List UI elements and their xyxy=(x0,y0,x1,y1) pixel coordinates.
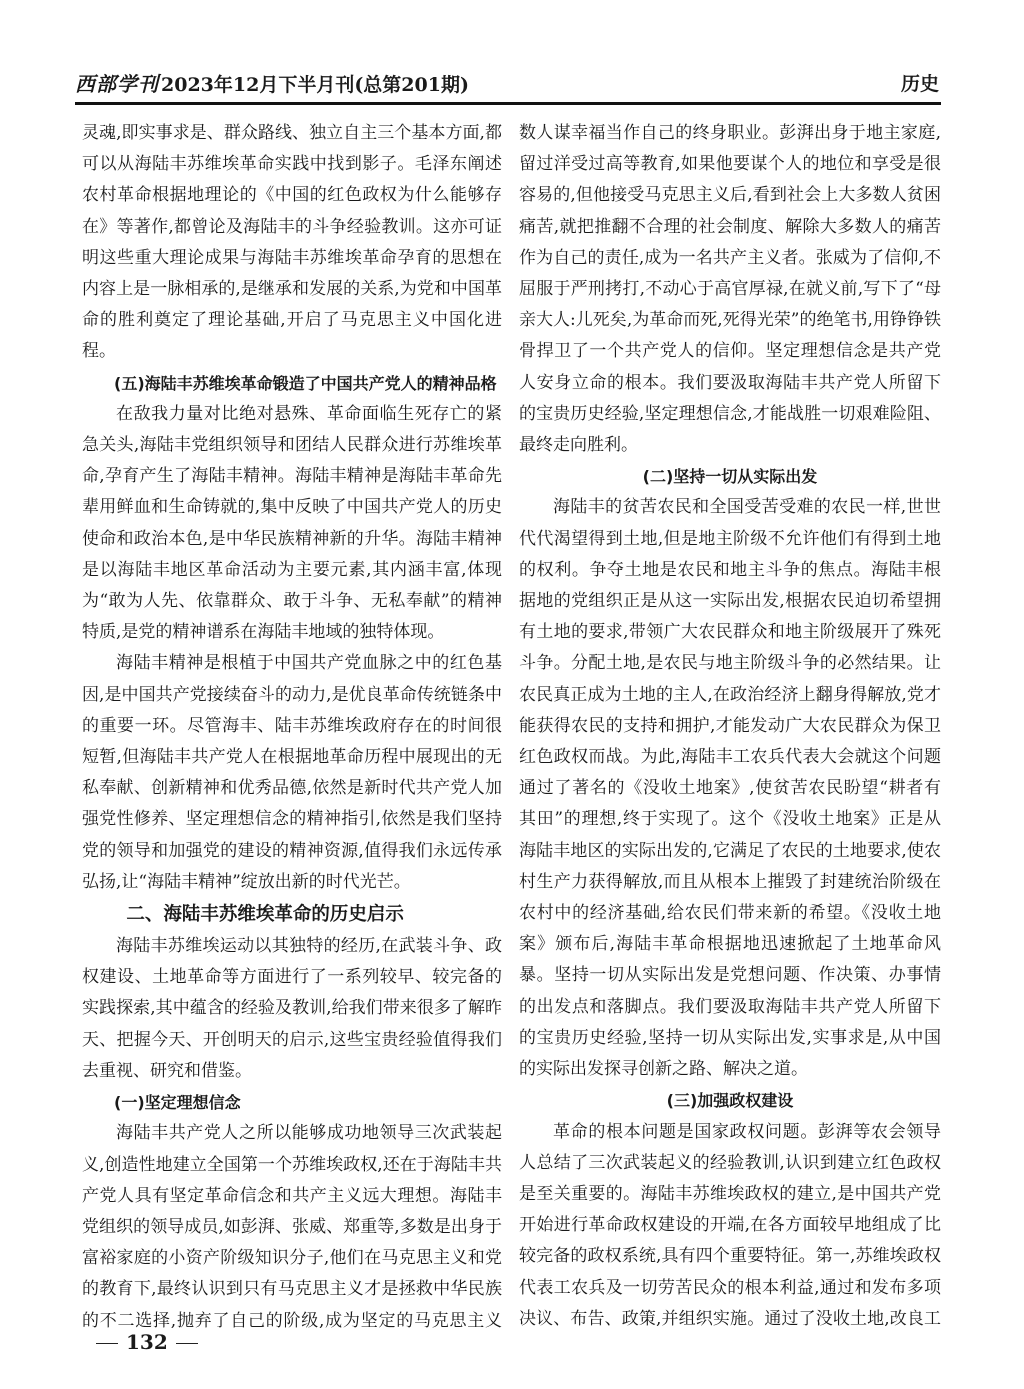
page-footer xyxy=(88,1330,206,1354)
paragraph: 海陆丰共产党人之所以能够成功地领导三次武装起义,创造性地建立全国第一个苏维埃政权,还在于海陆丰共产党人具有坚定革命信念和共产主义远大理想。海陆丰党组织的领导成员,如彭湃、张威、郑重等,多数是出身于富裕家庭的小资产阶级知识分子,他们在马克思主义和党的教育下,最终认识到只有马克思主义才是拯救中华民族的不二选择,抛弃了自己的阶级,成为坚定的马克思主义 xyxy=(82,1123,502,1328)
subsection-heading: (三)加强政权建设 xyxy=(666,1091,794,1111)
paragraph: 海陆丰精神是根植于中国共产党血脉之中的红色基因,是中国共产党接续奋斗的动力,是优良革命传统链条中的重要一环。尽管海丰、陆丰苏维埃政府存在的时间很短暂,但海陆丰共产党人在根据地革命历程中展现出的无私奉献、创新精神和优秀品德,依然是新时代共产党人加强党性修养、坚定理想信念的精神指引,依然是我们坚持党的领导和加强党的建设的精神资源,值得我们永远传承弘扬,让“海陆丰精神”绽放出新的时代光芒。 xyxy=(82,653,502,892)
left-column xyxy=(82,118,502,1328)
subsection-heading: (二)坚持一切从实际出发 xyxy=(642,467,818,487)
paragraph: 海陆丰的贫苦农民和全国受苦受难的农民一样,世世代代渴望得到土地,但是地主阶级不允许他们有得到土地的权利。争夺土地是农民和地主斗争的焦点。海陆丰根据地的党组织正是从这一实际出发,根据农民迫切希望拥有土地的要求,带领广大农民群众和地主阶级展开了殊死斗争。分配土地,是农民与地主阶级斗争的必然结果。让农民真正成为土地的主人,在政治经济上翻身得解放,党才能获得农民的支持和拥护,才能发动广大农民群众为保卫红色政权而战。为此,海陆丰工农兵代表大会就这个问题通过了著名的《没收土地案》,使贫苦农民盼望“耕者有其田”的理想,终于实现了。这个《没收土地案》正是从海陆丰地区的实际出发的,它满足了农民的土地要求,使农村生产力获得解放,而且从根本上摧毁了封建统治阶级在农村中的经济基础,给农民们带来新的希望。《没收土地案》颁布后,海陆丰革命根据地迅速掀起了土地革命风暴。坚持一切从实际出发是党想问题、作决策、办事情的出发点和落脚点。我们要汲取海陆丰共产党人所留下的宝贵历史经验,坚持一切从实际出发,实事求是,从中国的实际出发探寻创新之路、解决之道。 xyxy=(519,497,941,1080)
subsection-heading: (一)坚定理想信念 xyxy=(114,1093,241,1113)
paragraph: 革命的根本问题是国家政权问题。彭湃等农会领导人总结了三次武装起义的经验教训,认识到建立红色政权是至关重要的。海陆丰苏维埃政权的建立,是中国共产党开始进行革命政权建设的开端,在各方面较早地组成了比较完备的政权系统,具有四个重要特征。第一,苏维埃政权代表工农兵及一切劳苦民众的根本利益,通过和发布多项决议、布告、政策,并组织实施。通过了没收土地,改良工 xyxy=(519,1121,941,1328)
paragraph: 灵魂,即实事求是、群众路线、独立自主三个基本方面,都可以从海陆丰苏维埃革命实践中找到影子。毛泽东阐述农村革命根据地理论的《中国的红色政权为什么能够存在》等著作,都曾论及海陆丰的斗争经验教训。这亦可证明这些重大理论成果与海陆丰苏维埃革命孕育的思想在内容上是一脉相承的,是继承和发展的关系,为党和中国革命的胜利奠定了理论基础,开启了马克思主义中国化进程。 xyxy=(82,123,502,362)
section-heading: 二、海陆丰苏维埃革命的历史启示 xyxy=(126,904,404,926)
footer-dash-right xyxy=(176,1343,198,1344)
journal-issue-line xyxy=(75,68,469,101)
paragraph: 海陆丰苏维埃运动以其独特的经历,在武装斗争、政权建设、土地革命等方面进行了一系列较早、较完备的实践探索,其中蕴含的经验及教训,给我们带来很多了解昨天、把握今天、开创明天的启示,这些宝贵经验值得我们去重视、研究和借鉴。 xyxy=(82,936,502,1081)
running-header xyxy=(75,68,941,105)
footer-dash-left xyxy=(96,1343,118,1344)
paragraph: 数人谋幸福当作自己的终身职业。彭湃出身于地主家庭,留过洋受过高等教育,如果他要谋个人的地位和享受是很容易的,但他接受马克思主义后,看到社会上大多数人贫困痛苦,就把推翻不合理的社会制度、解除大多数人的痛苦作为自己的责任,成为一名共产主义者。张威为了信仰,不屈服于严刑拷打,不动心于高官厚禄,在就义前,写下了“母亲大人:儿死矣,为革命而死,死得光荣”的绝笔书,用铮铮铁骨捍卫了一个共产党人的信仰。坚定理想信念是共产党人安身立命的根本。我们要汲取海陆丰共产党人所留下的宝贵历史经验,坚定理想信念,才能战胜一切艰难险阻、最终走向胜利。 xyxy=(519,123,941,456)
right-column xyxy=(519,118,941,1328)
section-label: 历史 xyxy=(900,73,939,95)
issue-info: 2023年12月下半月刊(总第201期) xyxy=(161,74,469,96)
journal-logo: 西部学刊 xyxy=(75,72,159,96)
subsection-heading: (五)海陆丰苏维埃革命锻造了中国共产党人的精神品格 xyxy=(114,373,497,393)
paragraph: 在敌我力量对比绝对悬殊、革命面临生死存亡的紧急关头,海陆丰党组织领导和团结人民群众进行苏维埃革命,孕育产生了海陆丰精神。海陆丰精神是海陆丰革命先辈用鲜血和生命铸就的,集中反映了中国共产党人的历史使命和政治本色,是中华民族精神新的升华。海陆丰精神是以海陆丰地区革命活动为主要元素,其内涵丰富,体现为“敢为人先、依靠群众、敢于斗争、无私奉献”的精神特质,是党的精神谱系在海陆丰地域的独特体现。 xyxy=(82,403,502,643)
page-number: 132 xyxy=(126,1330,168,1354)
